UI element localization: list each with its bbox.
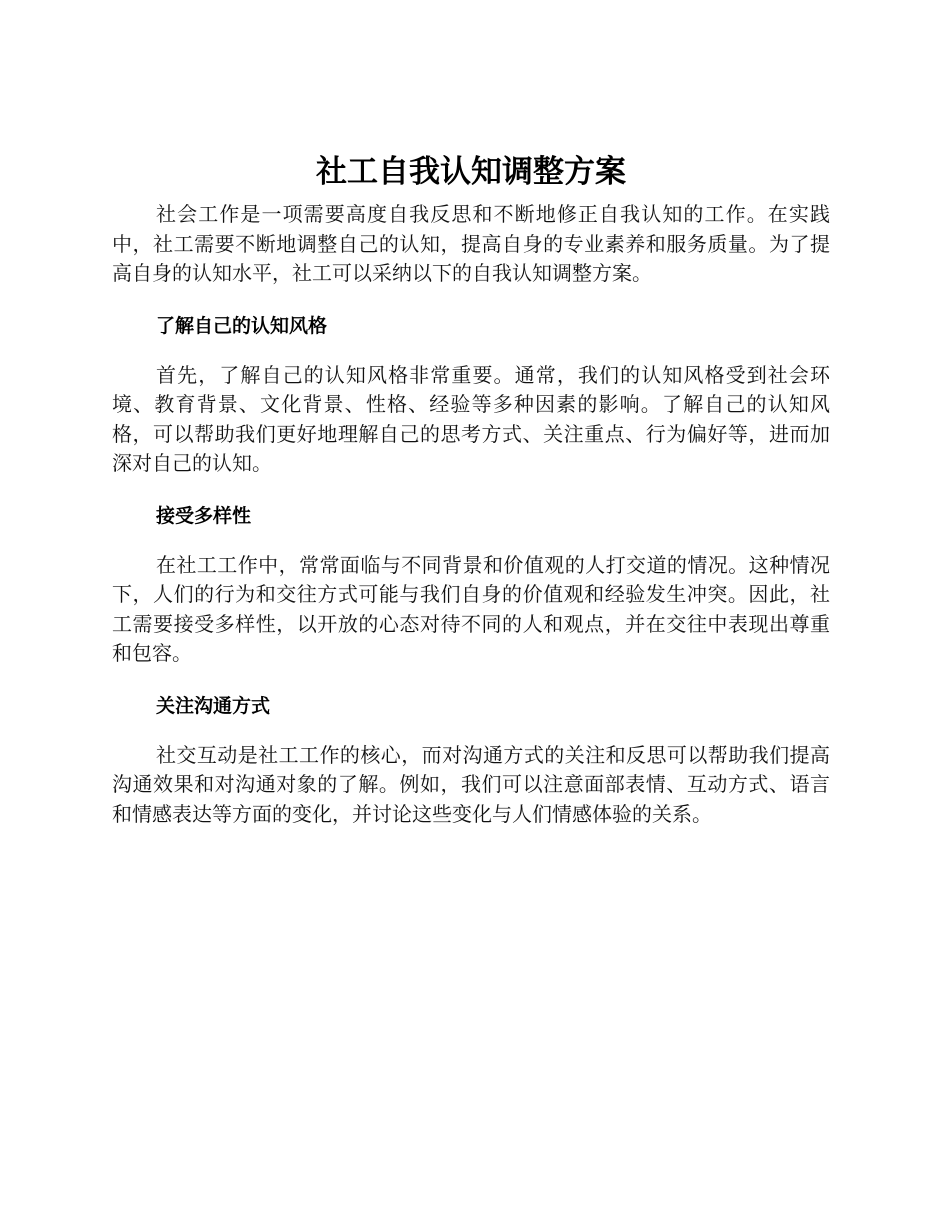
section-heading: 接受多样性 (156, 504, 252, 527)
intro-paragraph: 社会工作是一项需要高度自我反思和不断地修正自我认知的工作。在实践中，社工需要不断地调整自己的认知，提高自身的专业素养和服务质量。为了提高自身的认知水平，社工可以采纳以下的自我认知调整方案。 (112, 202, 830, 285)
document-title: 社工自我认知调整方案 (316, 154, 626, 190)
section-paragraph: 在社工工作中，常常面临与不同背景和价值观的人打交道的情况。这种情况下，人们的行为和交往方式可能与我们自身的价值观和经验发生冲突。因此，社工需要接受多样性，以开放的心态对待不同的人和观点，并在交往中表现出尊重和包容。 (112, 552, 830, 665)
section-paragraph: 社交互动是社工工作的核心，而对沟通方式的关注和反思可以帮助我们提高沟通效果和对沟通对象的了解。例如，我们可以注意面部表情、互动方式、语言和情感表达等方面的变化，并讨论这些变化与人们情感体验的关系。 (112, 742, 830, 826)
section-heading: 了解自己的认知风格 (156, 314, 328, 337)
section-heading: 关注沟通方式 (156, 694, 271, 717)
section-cognitive-style (112, 311, 830, 479)
document-page (112, 150, 830, 829)
section-accept-diversity (112, 501, 830, 669)
section-communication-style (112, 691, 830, 830)
section-paragraph: 首先，了解自己的认知风格非常重要。通常，我们的认知风格受到社会环境、教育背景、文化背景、性格、经验等多种因素的影响。了解自己的认知风格，可以帮助我们更好地理解自己的思考方式、关注重点、行为偏好等，进而加深对自己的认知。 (112, 362, 830, 475)
